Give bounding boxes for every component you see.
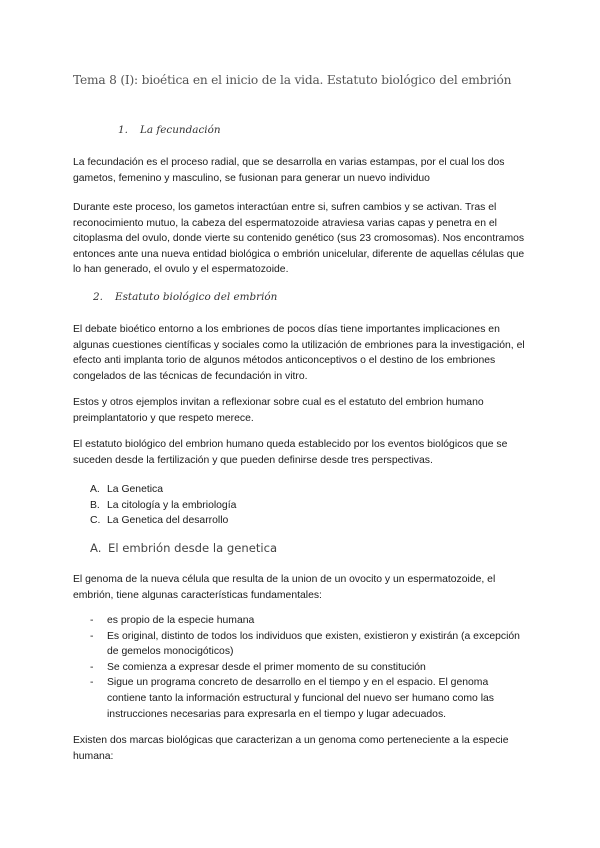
list-item-text: La Genetica del desarrollo: [107, 515, 229, 527]
section-heading-estatuto: [93, 291, 277, 303]
subsection-heading: [90, 541, 277, 555]
list-item: [90, 513, 236, 529]
list-item: [90, 629, 530, 660]
list-item: [90, 498, 236, 514]
list-item-text: La Genetica: [107, 484, 164, 495]
paragraph-marcas-biologicas: Existen dos marcas biológicas que caracterizan a un genoma como perteneciente a la especie humana:: [73, 735, 509, 762]
section-heading-fecundacion: [118, 124, 221, 136]
list-marker: A.: [90, 484, 100, 495]
list-marker: -: [90, 630, 94, 642]
document-title: Tema 8 (I): bioética en el inicio de la vida. Estatuto biológico del embrión: [73, 73, 512, 87]
paragraph-fecundacion-process: Durante este proceso, los gametos interactúan entre si, sufren cambios y se activan. Tras el reconocimiento mutuo, la cabeza del espermatozoide atraviesa varias capas y penetra en el citoplasma del ovulo, donde vierte su contenido genético (sus 23 cromosomas). Nos encontramos entonces ante una nueva entidad biológica o embrión unicelular, diferente de aquellas células que lo han generado, el ovulo y el espermatozoide.: [73, 202, 525, 276]
section-number: 2.: [93, 291, 103, 303]
list-marker: B.: [90, 499, 100, 511]
list-marker: -: [90, 661, 94, 673]
section-title: Estatuto biológico del embrión: [115, 291, 278, 303]
list-item-text: Es original, distinto de todos los individuos que existen, existieron y existirán (a excepción de gemelos monocigóticos): [107, 630, 520, 658]
subsection-title: El embrión desde la genetica: [108, 541, 278, 555]
list-marker: -: [90, 677, 94, 689]
paragraph-debate-bioetico: El debate bioético entorno a los embriones de pocos días tiene importantes implicaciones en algunas cuestiones científicas y sociales como la utilización de embriones para la investigación, el efecto anti implanta torio de algunos métodos anticonceptivos o el destino de los embriones congelados de las técnicas de fecundación in vitro.: [73, 324, 525, 382]
list-item-text: Se comienza a expresar desde el primer momento de su constitución: [107, 661, 426, 673]
paragraph-estatuto-biologico: El estatuto biológico del embrion humano queda establecido por los eventos biológicos que se suceden desde la fertilización y que pueden definirse desde tres perspectivas.: [73, 439, 508, 466]
list-item-text: Sigue un programa concreto de desarrollo en el tiempo y en el espacio. El genoma contiene tanto la información estructural y funcional del nuevo ser humano como las instrucciones necesarias para expresarla en el tiempo y lugar adecuados.: [107, 677, 494, 720]
list-item-text: es propio de la especie humana: [107, 615, 255, 626]
perspectives-list: [90, 482, 236, 529]
list-item: [90, 660, 530, 676]
paragraph-reflexion: Estos y otros ejemplos invitan a reflexionar sobre cual es el estatuto del embrion humano preimplantatorio y que respeto merece.: [73, 397, 484, 424]
section-title: La fecundación: [140, 124, 221, 136]
subsection-marker: A.: [90, 541, 102, 555]
list-marker: C.: [90, 515, 101, 527]
list-item: [90, 675, 530, 722]
paragraph-genoma: El genoma de la nueva célula que resulta de la union de un ovocito y un espermatozoide, el embrión, tiene algunas características fundamentales:: [73, 574, 496, 601]
list-item: [90, 613, 530, 629]
list-item: [90, 482, 236, 498]
section-number: 1.: [118, 124, 128, 136]
characteristics-list: [90, 613, 530, 722]
list-item-text: La citología y la embriología: [107, 499, 237, 511]
paragraph-fecundacion-definition: La fecundación es el proceso radial, que se desarrolla en varias estampas, por el cual los dos gametos, femenino y masculino, se fusionan para generar un nuevo individuo: [73, 157, 505, 184]
list-marker: -: [90, 615, 94, 626]
